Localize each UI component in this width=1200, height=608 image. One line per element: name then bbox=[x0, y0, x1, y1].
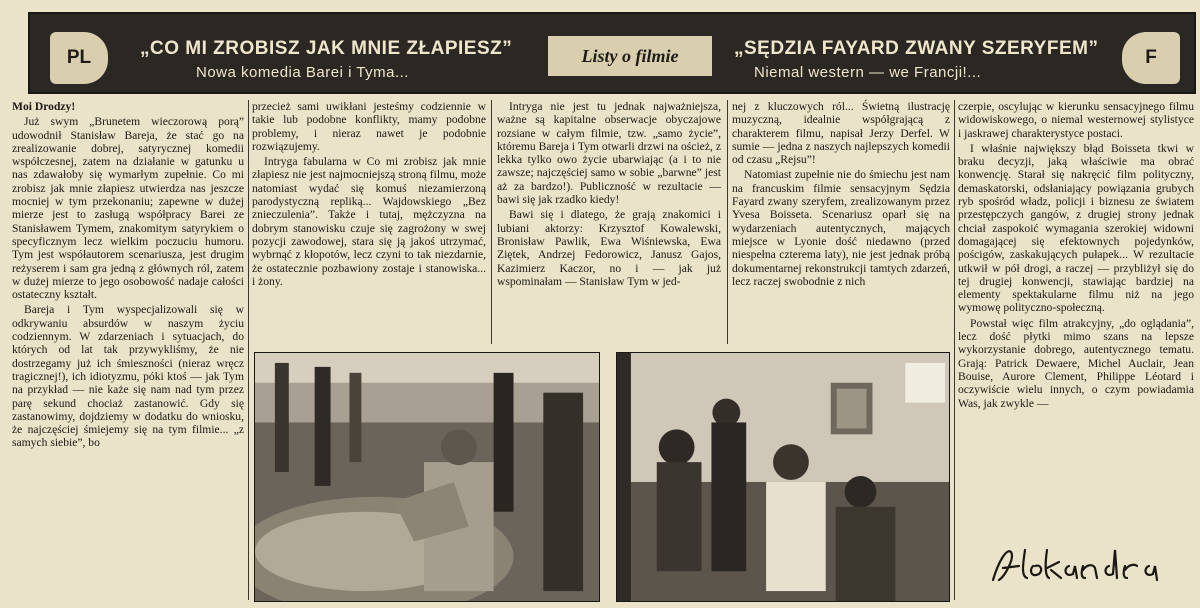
left-film-subtitle: Nowa komedia Barei i Tyma... bbox=[196, 64, 409, 81]
paragraph: przecież sami uwikłani jesteśmy codziennie w takie lub podobne konflikty, mamy podobne problemy, i nieraz nawet je podobnie rozwiązujemy. bbox=[252, 100, 486, 153]
paragraph: Bareja i Tym wyspecjalizowali się w odkrywaniu absurdów w naszym życiu codziennym. W zdarzeniach i sytuacjach, do których od lat tak przywykliśmy, że nie dostrzegamy już ich śmieszności (nieraz wręcz tragicznej!), ich idiotyzmu, póki ktoś — jak Tym na przykład — nie każe się nam nad tym przez parę sekund chociaż zastanowić. Gdy się zastanowimy, dojdziemy w dodatku do wniosku, że najczęściej śmiejemy się na tym filmie... „z samych siebie”, bo bbox=[12, 303, 244, 450]
article-column-1 bbox=[12, 100, 244, 600]
article-column-5 bbox=[958, 100, 1194, 500]
right-film-title: „SĘDZIA FAYARD ZWANY SZERYFEM” bbox=[734, 38, 1099, 59]
left-film-heading bbox=[140, 38, 512, 81]
author-signature bbox=[985, 540, 1165, 590]
paragraph: nej z kluczowych ról... Świetną ilustrację muzyczną, idealnie współgrającą z charakterem filmu, napisał Jerzy Derfel. W sumie — jedna z naszych najlepszych komedii od czasu „Rejsu”! bbox=[732, 100, 950, 167]
country-badge-f: F bbox=[1122, 32, 1180, 84]
column-label: Listy o filmie bbox=[548, 36, 712, 76]
paragraph: Już swym „Brunetem wieczorową porą” udowodnił Stanisław Bareja, że stać go na zrealizowanie dobrej, satyrycznej komedii współczesnej, zatem na działanie w gatunku u nas zdawałoby się wymarłym zupełnie. Co mi zrobisz jak mnie złapiesz utwierdza nas jeszcze mocniej w tym przekonaniu; zapewne w dużej mierze jest to zasługą współpracy Barei ze Stanisławem Tymem, znakomitym satyrykiem o specyficznym lecz wielkim poczuciu humoru. Tym jest współautorem scenariusza, jest drugim reżyserem i sam gra jedną z głównych ról, zatem w dużej mierze to jego osobowość nadaje całości ostateczny kształt. bbox=[12, 115, 244, 302]
paragraph: Bawi się i dlatego, że grają znakomici i lubiani aktorzy: Krzysztof Kowalewski, Bronisław Pawlik, Ewa Wiśniewska, Ewa Ziętek, Andrzej Fedorowicz, Janusz Gajos, Kazimierz Kaczor, no i — jak już wspominałam — Stanisław Tym w jed- bbox=[497, 208, 721, 288]
column-divider bbox=[491, 100, 492, 344]
paragraph: Intryga fabularna w Co mi zrobisz jak mnie złapiesz nie jest najmocniejszą stroną filmu, może natomiast wydać się komuś niezamierzoną parodystyczną repliką... Wajdowskiego „Bez znieczulenia”. Także i tutaj, mężczyzna na dobrym stanowisku czuje się zagrożony w swej pozycji zawodowej, stara się ją jakoś utrzymać, wybrnąć z kłopotów, lecz czyni to tak niezdarnie, że ostatecznie pozbawiony zostaje i stanowiska... i żony. bbox=[252, 155, 486, 288]
paragraph: I właśnie największy błąd Boisseta tkwi w braku decyzji, jaką właściwie ma obrać konwencję. Starał się nakręcić film polityczny, demaskatorski, odsłaniający powiązania grubych ryb spośród władz, policji i biznesu ze światem przestępczych gangów, z drugiej strony jednak chciał zaspokoić wymagania szerokiej widowni domagającej się efektownych pojedynków, pościgów, zaskakujących pułapek... W rezultacie utkwił w pół drogi, a raczej — przybliżył się do tej drugiej konwencji, stawiając bardziej na elementy spektakularne filmu niż na jego wymowę polityczno-społeczną. bbox=[958, 141, 1194, 315]
column-divider bbox=[727, 100, 728, 344]
film-still-photo-polish bbox=[254, 352, 600, 602]
right-film-subtitle: Niemal western — we Francji!... bbox=[754, 64, 982, 81]
salutation: Moi Drodzy! bbox=[12, 100, 76, 113]
paragraph: Powstał więc film atrakcyjny, „do oglądania”, lecz dość płytki mimo szans na lepsze wykorzystanie dobrego, autentycznego tematu. Grają: Patrick Dewaere, Michel Auclair, Jean Bouise, Aurore Clement, Philippe Léotard i oczywiście wielu innych, o czym powiadamia Was, jak zwykle — bbox=[958, 316, 1194, 410]
article-column-3 bbox=[497, 100, 721, 350]
country-badge-pl: PL bbox=[50, 32, 108, 84]
column-divider bbox=[248, 100, 249, 600]
left-film-title: „CO MI ZROBISZ JAK MNIE ZŁAPIESZ” bbox=[140, 38, 513, 59]
article-column-2 bbox=[252, 100, 486, 350]
paragraph: czerpie, oscylując w kierunku sensacyjnego filmu widowiskowego, o niemal westernowej stylistyce i jaskrawej charakterystyce postaci. bbox=[958, 100, 1194, 140]
film-still-photo-french bbox=[616, 352, 950, 602]
column-divider bbox=[954, 100, 955, 600]
paragraph: Intryga nie jest tu jednak najważniejsza, ważne są kapitalne obserwacje obyczajowe rozsiane w całym filmie, tzw. „samo życie”, któremu Bareja i Tym otwarli drzwi na oścież, z lekka tylko owo życie ubarwiając (a i to nie zawsze; najczęściej samo w sobie „barwne” jest aż za bardzo!). Publiczność w rezultacie — bawi się jak rzadko kiedy! bbox=[497, 100, 721, 207]
header-band bbox=[28, 12, 1196, 94]
paragraph: Natomiast zupełnie nie do śmiechu jest nam na francuskim filmie sensacyjnym Sędzia Fayard zwany szeryfem, zrealizowanym przez Yvesa Boisseta. Scenariusz oparł się na wydarzeniach autentycznych, mających miejsce w Lyonie dość niedawno (przed niespełna czterema laty), nie jest jednak próbą dokumentarnej rekonstrukcji tamtych zdarzeń, lecz raczej swobodnie z nich bbox=[732, 168, 950, 288]
right-film-heading bbox=[734, 38, 1098, 81]
article-column-4 bbox=[732, 100, 950, 350]
